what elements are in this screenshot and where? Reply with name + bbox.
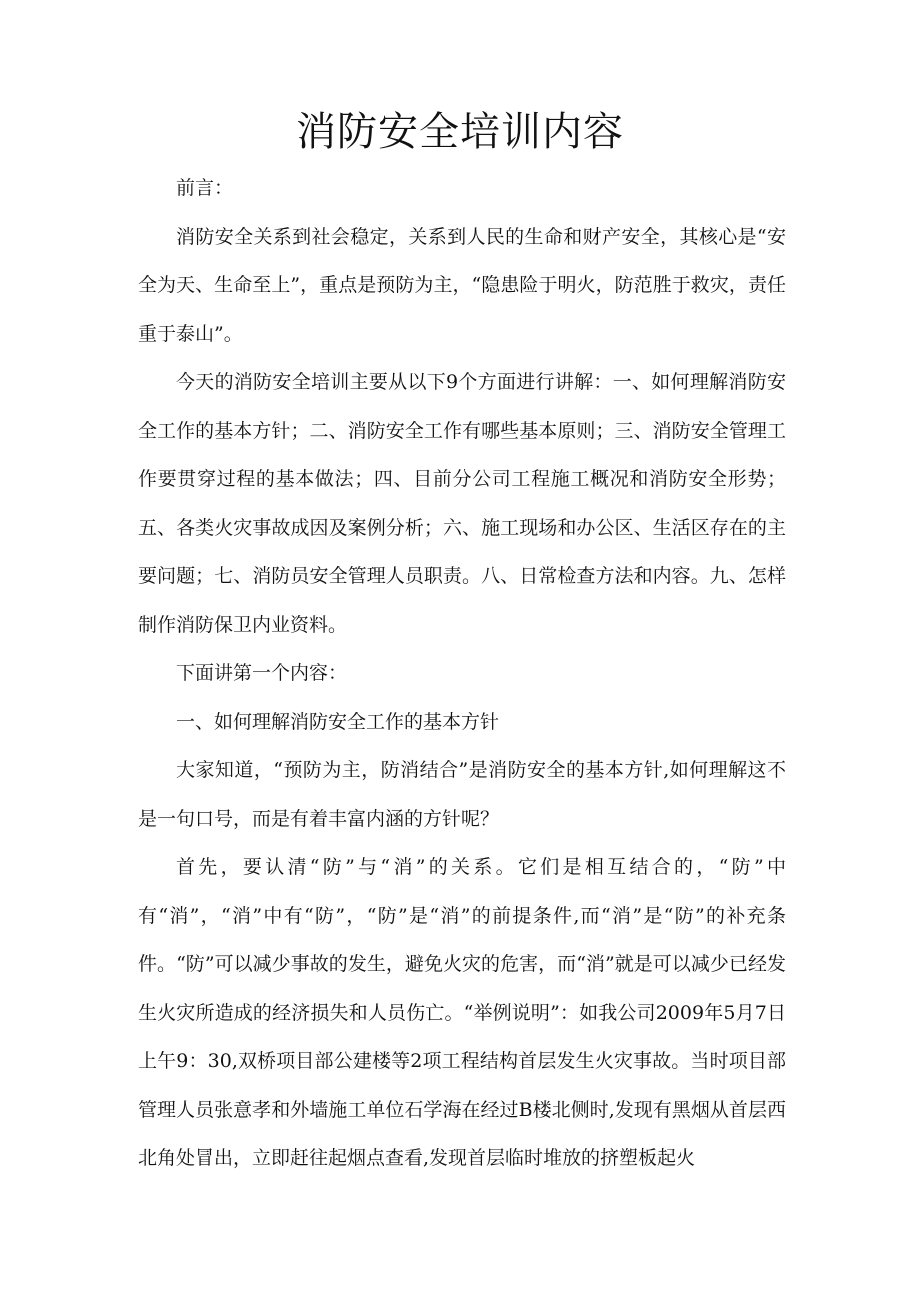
paragraph-outline: 今天的消防安全培训主要从以下9个方面进行讲解：一、如何理解消防安全工作的基本方针；二、消防安全工作有哪些基本原则；三、消防安全管理工作要贯穿过程的基本做法；四、目前分公司工程施工概况和消防安全形势；五、各类火灾事故成因及案例分析；六、施工现场和办公区、生活区存在的主要问题；七、消防员安全管理人员职责。八、日常检查方法和内容。九、怎样制作消防保卫内业资料。 [138,371,786,636]
paragraph-prevention-example: 首先，要认清“防”与“消”的关系。它们是相互结合的，“防”中有“消”，“消”中有“防”，“防”是“消”的前提条件,而“消”是“防”的补充条件。“防”可以减少事故的发生，避免火灾的危害，而“消”就是可以减少已经发生火灾所造成的经济损失和人员伤亡。“举例说明”：如我公司2009年5月7日上午9：30,双桥项目部公建楼等2项工程结构首层发生火灾事故。当时项目部管理人员张意孝和外墙施工单位石学海在经过B楼北侧时,发现有黑烟从首层西北角处冒出，立即赶往起烟点查看,发现首层临时堆放的挤塑板起火 [138,856,786,1169]
document-title: 消防安全培训内容 [296,109,624,155]
paragraph-preface-label: 前言： [176,177,234,199]
document-body [138,164,786,1183]
paragraph-first-topic-intro: 下面讲第一个内容： [176,662,348,684]
paragraph-preface: 消防安全关系到社会稳定，关系到人民的生命和财产安全，其核心是“安全为天、生命至上”，重点是预防为主，“隐患险于明火，防范胜于救灾，责任重于泰山”。 [138,225,786,345]
section-heading-1: 一、如何理解消防安全工作的基本方针 [176,710,500,733]
paragraph-policy: 大家知道，“预防为主，防消结合”是消防安全的基本方针,如何理解这不是一句口号，而是有着丰富内涵的方针呢？ [138,759,786,830]
